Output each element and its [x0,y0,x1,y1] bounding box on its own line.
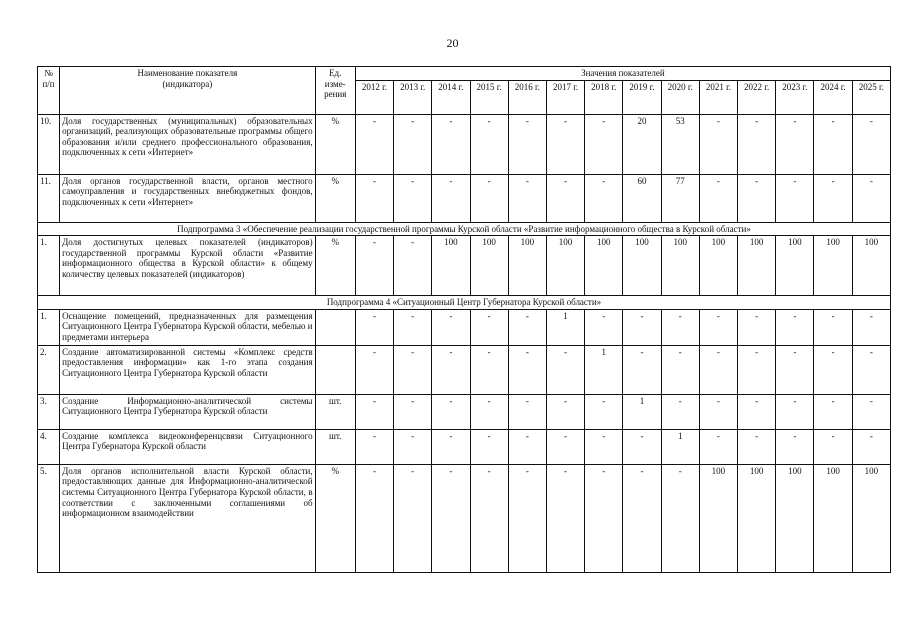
indicator-name: Доля органов государственной власти, органов местного самоуправления и государственных внебюджетных фондов, подключенных к сети «Интернет» [60,174,315,222]
row-number: 1. [38,236,60,296]
indicator-name: Создание Информационно-аналитической системы Ситуационного Центра Губернатора Курской области [60,394,315,429]
table-row [38,236,891,296]
value-cell: - [623,429,661,464]
value-cell: - [776,309,814,345]
value-cell: - [508,394,546,429]
subprogram-title: Подпрограмма 3 «Обеспечение реализации государственной программы Курской области «Развитие информационного общества в Курской области» [38,222,891,236]
value-cell: - [776,114,814,174]
value-cell: - [546,394,584,429]
table-row [38,345,891,394]
value-cell: - [776,394,814,429]
value-cell: 1 [661,429,699,464]
unit-cell: % [315,174,355,222]
value-cell: 100 [738,464,776,572]
table-header [38,67,891,115]
value-cell: - [394,174,432,222]
header-year: 2015 г. [470,80,508,114]
header-year: 2024 г. [814,80,852,114]
value-cell: - [394,114,432,174]
value-cell: - [470,114,508,174]
header-year: 2021 г. [699,80,737,114]
indicator-name: Создание автоматизированной системы «Комплекс средств предоставления информации» как 1-го этапа создания Ситуационного Центра Губернатора Курской области [60,345,315,394]
value-cell: - [355,114,393,174]
value-cell: - [546,464,584,572]
value-cell: - [852,345,890,394]
value-cell: - [738,174,776,222]
table-row [38,309,891,345]
value-cell: - [546,174,584,222]
value-cell: - [394,429,432,464]
value-cell: 100 [699,464,737,572]
value-cell: - [355,345,393,394]
value-cell: - [585,309,623,345]
value-cell: - [394,464,432,572]
header-num: № п/п [38,67,60,115]
value-cell: - [661,309,699,345]
value-cell: - [852,114,890,174]
subprogram-row [38,296,891,310]
value-cell: 100 [738,236,776,296]
value-cell: - [432,464,470,572]
value-cell: - [699,394,737,429]
value-cell: 77 [661,174,699,222]
value-cell: - [546,114,584,174]
value-cell: 1 [585,345,623,394]
header-year: 2012 г. [355,80,393,114]
value-cell: - [394,309,432,345]
value-cell: - [585,429,623,464]
value-cell: - [852,174,890,222]
value-cell: 100 [699,236,737,296]
table-row [38,464,891,572]
value-cell: - [355,174,393,222]
value-cell: - [470,429,508,464]
value-cell: - [432,394,470,429]
row-number: 11. [38,174,60,222]
value-cell: 100 [814,236,852,296]
header-year: 2025 г. [852,80,890,114]
row-number: 5. [38,464,60,572]
value-cell: - [355,236,393,296]
header-year: 2014 г. [432,80,470,114]
table-row [38,394,891,429]
indicator-name: Доля органов исполнительной власти Курской области, предоставляющих данные для Информационно-аналитической системы Ситуационного Центра Губернатора Курской области, в соответствии с заключенными соглашениями об информационном взаимодействии [60,464,315,572]
value-cell: - [432,309,470,345]
value-cell: - [432,345,470,394]
value-cell: - [508,429,546,464]
header-year: 2022 г. [738,80,776,114]
value-cell: 100 [814,464,852,572]
value-cell: - [470,464,508,572]
row-number: 1. [38,309,60,345]
header-values: Значения показателей [355,67,890,81]
value-cell: 100 [776,236,814,296]
value-cell: 20 [623,114,661,174]
value-cell: 100 [623,236,661,296]
value-cell: - [814,309,852,345]
value-cell: 100 [852,236,890,296]
header-year: 2019 г. [623,80,661,114]
value-cell: - [852,394,890,429]
value-cell: - [814,174,852,222]
subprogram-title: Подпрограмма 4 «Ситуационный Центр Губернатора Курской области» [38,296,891,310]
value-cell: - [661,394,699,429]
row-number: 4. [38,429,60,464]
value-cell: - [508,114,546,174]
value-cell: - [814,429,852,464]
unit-cell: % [315,464,355,572]
indicator-name: Оснащение помещений, предназначенных для размещения Ситуационного Центра Губернатора Курской области, мебелью и предметами интерьера [60,309,315,345]
value-cell: - [432,174,470,222]
value-cell: - [623,345,661,394]
value-cell: - [432,429,470,464]
unit-cell [315,345,355,394]
value-cell: - [508,309,546,345]
value-cell: 100 [852,464,890,572]
value-cell: - [623,464,661,572]
value-cell: - [814,345,852,394]
value-cell: - [470,345,508,394]
value-cell: - [585,394,623,429]
value-cell: - [394,394,432,429]
value-cell: - [585,174,623,222]
table-row [38,429,891,464]
value-cell: - [699,309,737,345]
value-cell: - [355,394,393,429]
value-cell: 1 [546,309,584,345]
value-cell: - [814,114,852,174]
value-cell: - [738,394,776,429]
value-cell: - [355,429,393,464]
row-number: 3. [38,394,60,429]
unit-cell: шт. [315,429,355,464]
value-cell: - [776,429,814,464]
unit-cell: % [315,114,355,174]
value-cell: 100 [661,236,699,296]
value-cell: 1 [623,394,661,429]
header-year: 2023 г. [776,80,814,114]
value-cell: - [394,236,432,296]
value-cell: - [585,464,623,572]
unit-cell [315,309,355,345]
value-cell: - [432,114,470,174]
value-cell: 100 [585,236,623,296]
value-cell: 100 [546,236,584,296]
value-cell: - [508,464,546,572]
value-cell: - [776,174,814,222]
value-cell: - [738,309,776,345]
value-cell: 100 [432,236,470,296]
value-cell: - [394,345,432,394]
indicators-table [37,66,891,573]
page-number: 20 [446,36,459,50]
value-cell: - [738,345,776,394]
indicator-name: Доля достигнутых целевых показателей (индикаторов) государственной программы Курской области «Развитие информационного общества в Курской области» к общему количеству целевых показателей (индикаторов) [60,236,315,296]
header-year: 2020 г. [661,80,699,114]
value-cell: - [699,429,737,464]
header-year: 2013 г. [394,80,432,114]
table-body [38,114,891,572]
table-row [38,114,891,174]
value-cell: 100 [508,236,546,296]
value-cell: - [738,114,776,174]
indicator-name: Доля государственных (муниципальных) образовательных организаций, реализующих образовательные программы общего образования и/или среднего профессионального образования, подключенных к сети «Интернет» [60,114,315,174]
value-cell: - [814,394,852,429]
row-number: 2. [38,345,60,394]
value-cell: - [470,174,508,222]
unit-cell: % [315,236,355,296]
value-cell: - [355,464,393,572]
header-year: 2017 г. [546,80,584,114]
value-cell: - [661,345,699,394]
header-year: 2018 г. [585,80,623,114]
value-cell: - [776,345,814,394]
header-unit: Ед. изме- рения [315,67,355,115]
value-cell: - [585,114,623,174]
value-cell: - [738,429,776,464]
value-cell: - [623,309,661,345]
indicator-name: Создание комплекса видеоконференцсвязи Ситуационного Центра Губернатора Курской области [60,429,315,464]
value-cell: 100 [470,236,508,296]
value-cell: - [852,429,890,464]
value-cell: - [661,464,699,572]
value-cell: - [699,174,737,222]
table-row [38,174,891,222]
header-name: Наименование показателя (индикатора) [60,67,315,115]
row-number: 10. [38,114,60,174]
value-cell: - [355,309,393,345]
header-year: 2016 г. [508,80,546,114]
unit-cell: шт. [315,394,355,429]
value-cell: 100 [776,464,814,572]
value-cell: - [470,394,508,429]
value-cell: - [546,345,584,394]
value-cell: 60 [623,174,661,222]
value-cell: - [470,309,508,345]
value-cell: - [699,114,737,174]
value-cell: - [546,429,584,464]
value-cell: - [508,345,546,394]
value-cell: - [699,345,737,394]
value-cell: 53 [661,114,699,174]
value-cell: - [852,309,890,345]
value-cell: - [508,174,546,222]
subprogram-row [38,222,891,236]
